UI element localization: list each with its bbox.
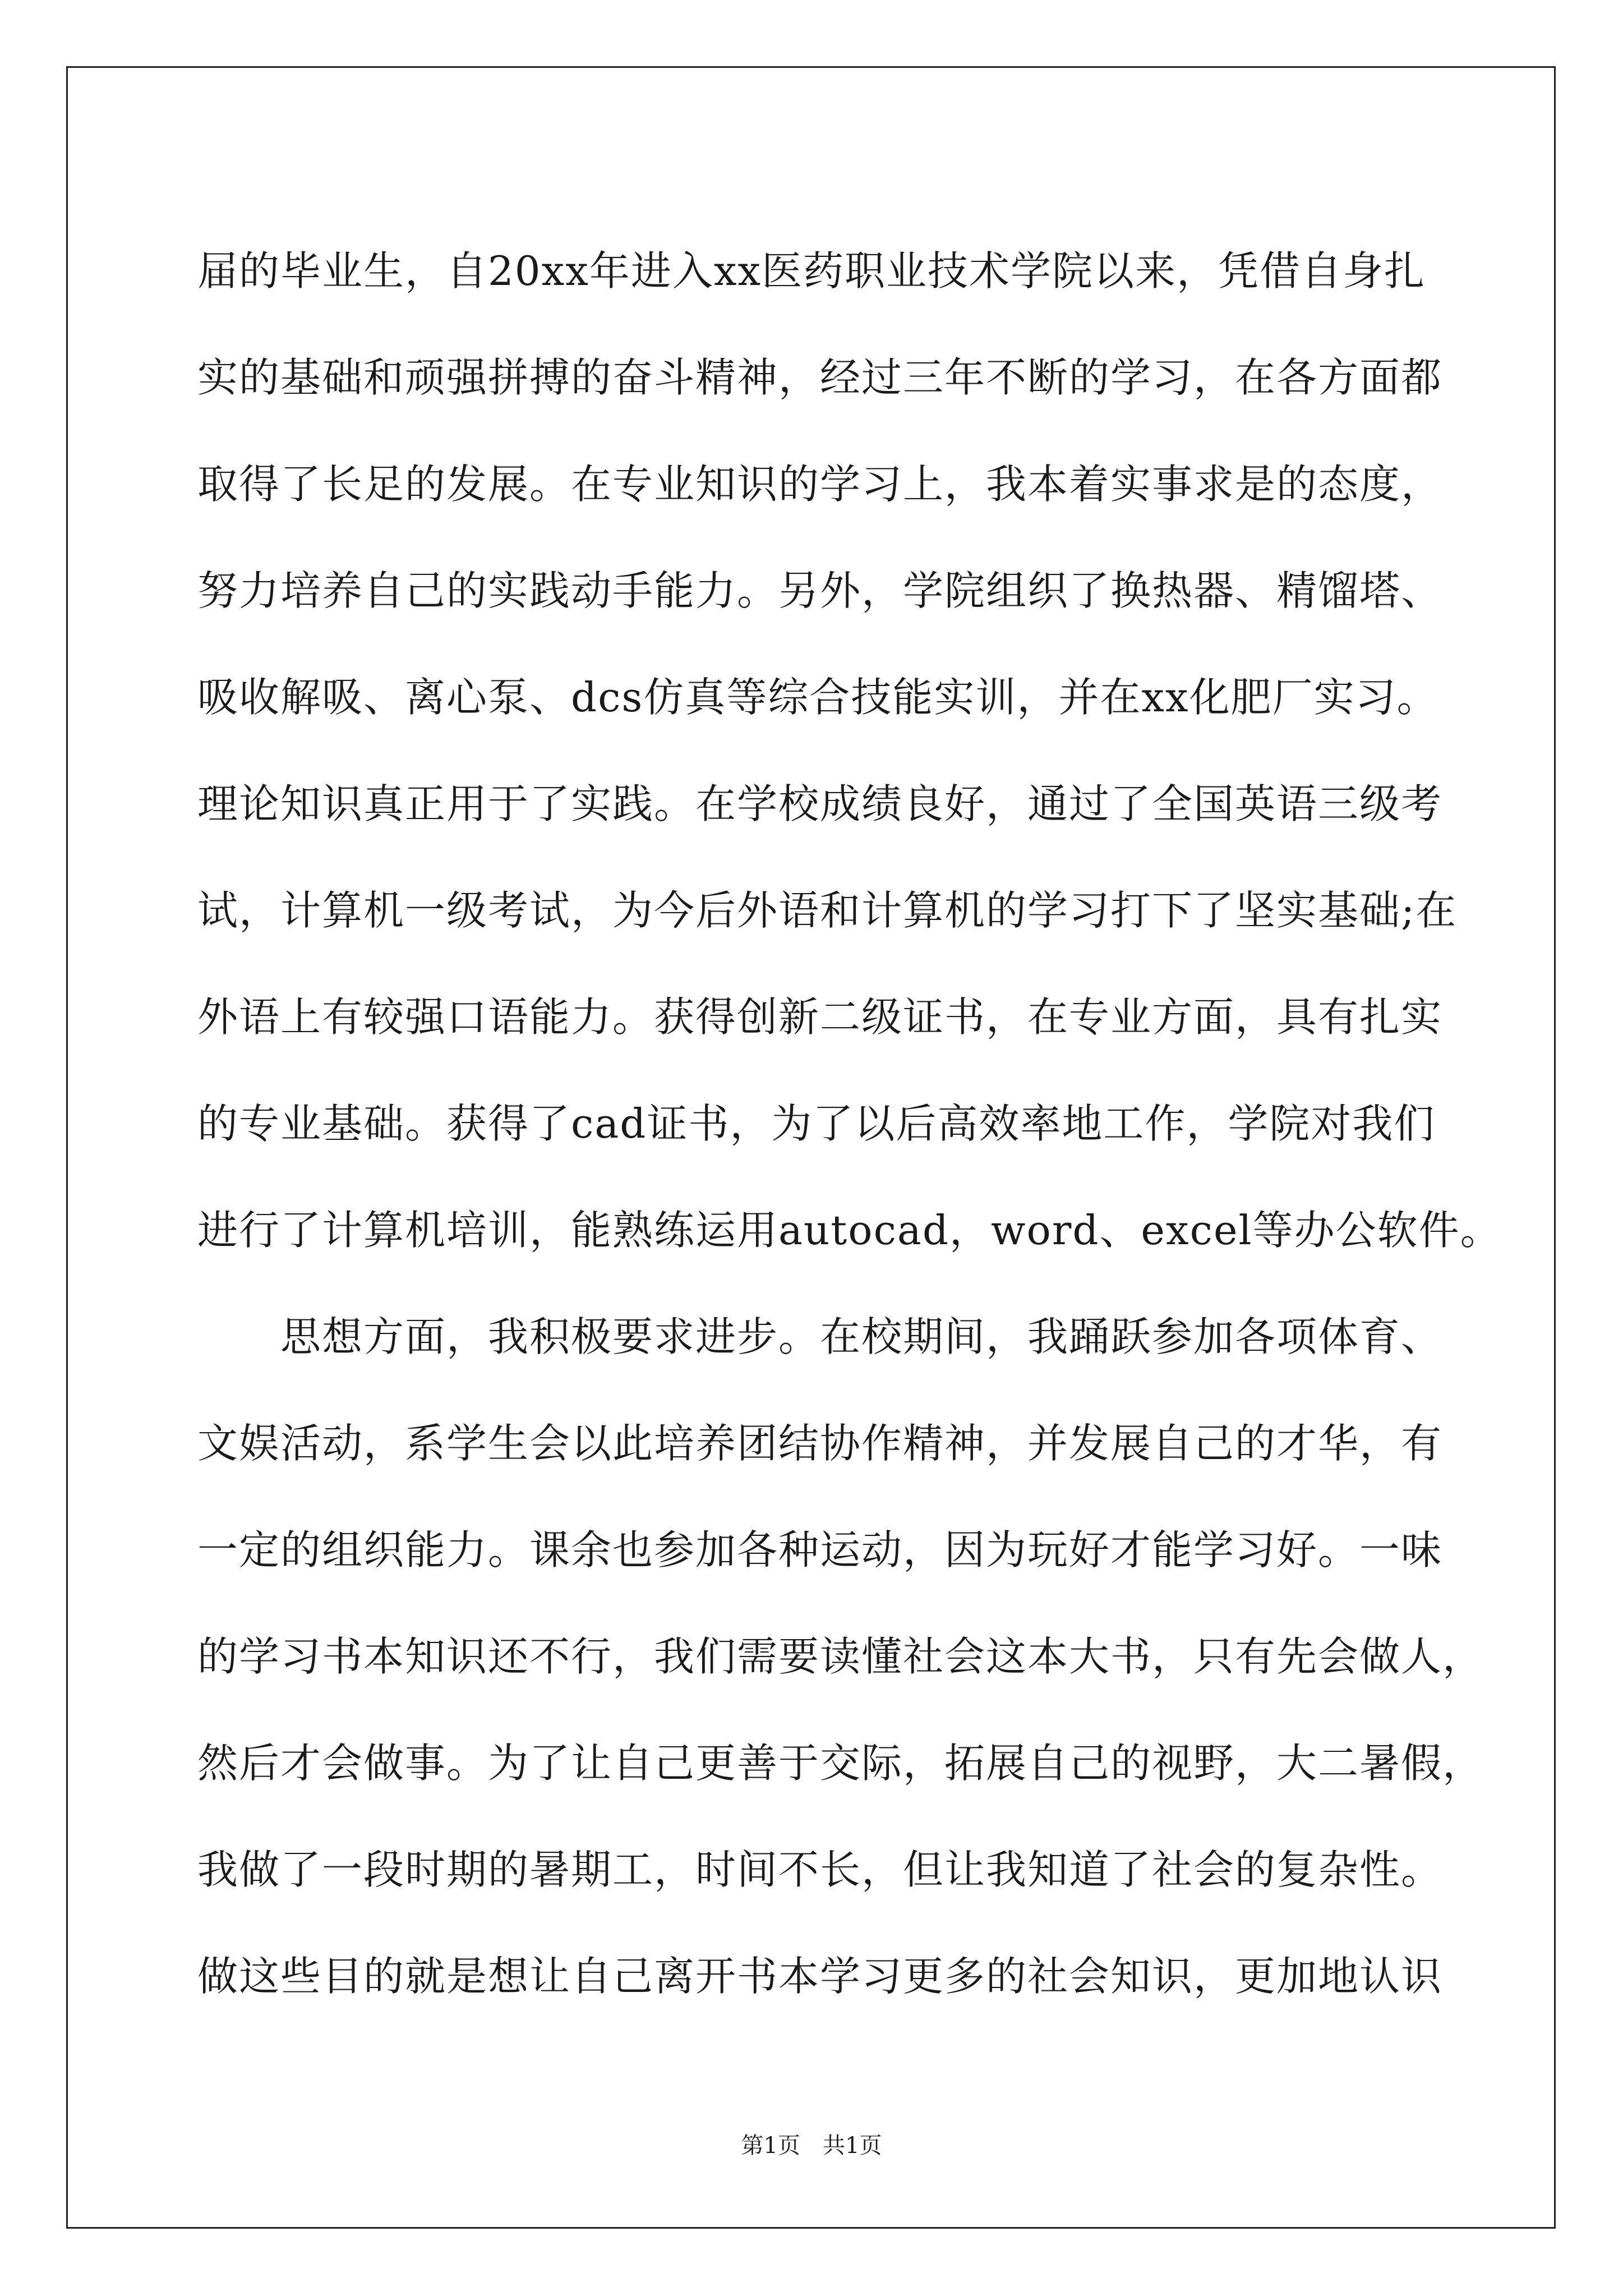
text-line: 吸收解吸、离心泵、dcs仿真等综合技能实训，并在xx化肥厂实习。 bbox=[197, 674, 1438, 721]
text-line: 届的毕业生，自20xx年进入xx医药职业技术学院以来，凭借自身扎 bbox=[197, 247, 1426, 295]
text-line: 的专业基础。获得了cad证书，为了以后高效率地工作，学院对我们 bbox=[197, 1100, 1436, 1147]
text-line: 文娱活动，系学生会以此培养团结协作精神，并发展自己的才华，有 bbox=[197, 1420, 1443, 1467]
text-line: 试，计算机一级考试，为今后外语和计算机的学习打下了坚实基础;在 bbox=[197, 887, 1458, 934]
text-line: 取得了长足的发展。在专业知识的学习上，我本着实事求是的态度， bbox=[197, 461, 1443, 508]
text-line: 进行了计算机培训，能熟练运用autocad，word、excel等办公软件。 bbox=[197, 1207, 1502, 1254]
text-line: 理论知识真正用于了实践。在学校成绩良好，通过了全国英语三级考 bbox=[197, 780, 1443, 827]
text-line: 的学习书本知识还不行，我们需要读懂社会这本大书，只有先会做人， bbox=[197, 1633, 1484, 1680]
text-line: 我做了一段时期的暑期工，时间不长，但让我知道了社会的复杂性。 bbox=[197, 1846, 1443, 1893]
text-line: 实的基础和顽强拼搏的奋斗精神，经过三年不断的学习，在各方面都 bbox=[197, 354, 1443, 401]
document-body bbox=[197, 218, 1502, 2030]
page-footer: 第1页 共1页 bbox=[741, 2133, 882, 2159]
text-line: 努力培养自己的实践动手能力。另外，学院组织了换热器、精馏塔、 bbox=[197, 567, 1443, 614]
text-line: 做这些目的就是想让自己离开书本学习更多的社会知识，更加地认识 bbox=[197, 1953, 1443, 2000]
text-line: 思想方面，我积极要求进步。在校期间，我踊跃参加各项体育、 bbox=[197, 1313, 1443, 1360]
text-line: 一定的组织能力。课余也参加各种运动，因为玩好才能学习好。一味 bbox=[197, 1526, 1443, 1573]
text-line: 外语上有较强口语能力。获得创新二级证书，在专业方面，具有扎实 bbox=[197, 993, 1443, 1041]
text-line: 然后才会做事。为了让自己更善于交际，拓展自己的视野，大二暑假， bbox=[197, 1740, 1484, 1787]
